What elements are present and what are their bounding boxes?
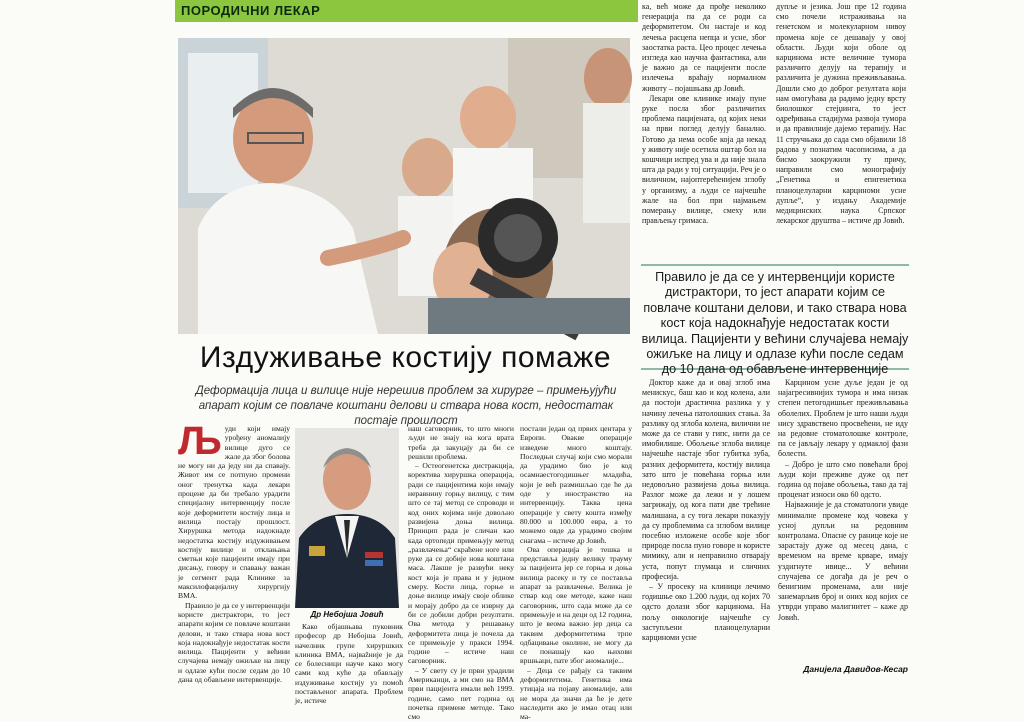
paragraph: – Добро је што смо повећали број људи који преживе дуже од пет година од појаве обољења, тако да тај проценат износи око 60 одсто. <box>778 459 908 500</box>
paragraph: – Остеогенетска дистракција, коректива хируршка операција, ради се пацијентима који имају неравнину горњу вилицу, с тим што се тај метод се спроводи и код оних којима није довољно развијена доња вилица. Принцип рада је сличан као када ортопеди примењују метод „развлачења“ скраћене ноге или руке да се добије нова коштана маса. Лакше је развући неку кост која је права и у једном смеру. Кости лица, горње и доње вилице имају своје облике и морају добро да се изврну да би се добили добри резултати. Ова метода у решавању деформитета лица је почела да се примењује у пракси 1994. године – истиче наш саговорник. <box>408 461 514 666</box>
article-column-7 <box>642 378 770 678</box>
article-headline: Издуживање костију помаже <box>199 341 612 374</box>
article-column-4 <box>520 424 632 722</box>
paragraph: Ова операција је тешка и представља једну велику трауму за пацијента јер се горња и доња вилица расеку и ту се поставља апарат за развлачење. Велика је ствар код ове методе, каже наш саговорник, што сада може да се примењује и на деци од 12 година, што је веома важно јер деца са таквим деформитетима трпе одбацивање околине, не могу да се понашају као њихови вршњаци, пате због аномалије... <box>520 544 632 666</box>
article-lede: Деформација лица и вилице није нерешив проблем за хирурге – примењујући апарат којим се повлаче коштани делови и ствара нова кост, недостатак постаје прошлост <box>195 385 617 427</box>
paragraph: Правило је да се у интервенцији користе дистрактори, то јест апарати којим се повлаче коштани делови, и тако ствара нова кост која надокнађује недостатак кости вилица. Пацијенти у већини случајева немају ожиљке на лицу и одлазе кући после седам до 10 дана од обављене интервенције. <box>178 600 290 685</box>
paragraph: наш саговорник, то што многи људи не знају на кога врата треба да закуцају да би се решили проблема. <box>408 424 514 461</box>
paragraph: – У просеку на клиници лечимо годишње око 1.200 људи, од којих 70 одсто долази због карцинома. На пољу онкологије најчешће су заступљени планоцелуларни карциноми усне <box>642 582 770 643</box>
portrait-illustration <box>295 428 399 608</box>
main-photo <box>178 38 630 334</box>
paragraph: Како објашњава пуковник професор др Небојша Јовић, начелник групе хируршких клиника ВМА, највažније је да се болесници науче како могу сами код куће да обављају издуживање костију уз помоћ постављеног апарата. Проблем је, истиче <box>295 622 403 706</box>
pull-quote: Правило је да се у интервенцији користе дистрактори, то јест апарати којим се повлаче коштани делови, и тако ствара нова кост која надокнађује недостатак кости вилица. Пацијенти у већини случајева немају ожиљке на лицу и одлазе кући после седам до 10 дана од обављене интервенције <box>641 264 909 370</box>
article-column-2 <box>295 622 403 706</box>
paragraph: Карцином усне дуље један је од најагресивнијих тумора и има низак степен петогодишњег преживљавања оболелих. Проблем је што наши људи нису здравствено просвећени, не иду на редовне стоматолошке контроле, па се јављају лекару у одмаклој фази болести. <box>778 378 908 459</box>
article-byline: Данијела Давидов-Кесар <box>803 664 908 674</box>
paragraph: Доктор каже да и овај зглоб има менискус, баш као и код колена, али да постоји драстична разлика у у начину лечења патолошких стања. За разлику од зглоба колена, вилични не може да се стави у гипс, нити да се имобилише. Обољење зглоба вилице најчешће настаје због губитка зуба, разних деформитета, костију вилица зато што је повећана горња или недовољно развијена доња вилица. Разлог може да лежи и у лошем загрижају, од кога пати две трећине малишана, а су тога лекари показују да су проблемима са зглобом вилице посебно изложене особе које због природе посла пуно говоре и користе мимику, али и неправилно отварају уста, попут глумаца и сличних професија. <box>642 378 770 581</box>
section-header: ПОРОДИЧНИ ЛЕКАР <box>175 0 638 22</box>
article-column-5 <box>642 2 766 252</box>
portrait-photo <box>295 428 399 608</box>
portrait-caption: Др Небојша Јовић <box>310 610 384 619</box>
paragraph: уди који имају урођену аномалију вилице дуго се жале да због болова не могу ни да једу ни да спавају. Живот им се потпуно промени оног тренутка када лекари процене да би требало урадити специјалну интервенцију после које деформитети костију лица и вилица постају прошлост. Хируршка метода надокнаде недостатка костију издуживањем костију вилице и отклањања сметњи које пацијенти имају при дисању, говору и спавању важан је сегмент рада Клинике за максилофацијалну хирургију ВМА. <box>178 424 290 601</box>
paragraph: – Деца се рађају са таквим деформитетима. Генетика има утицаја на појаву аномалије, али не мора да значи да ће је дете наследити ако је имао отац или ма- <box>520 665 632 722</box>
paragraph: дупље и језика. Још пре 12 година смо почели истраживања на генетском и молекуларном нивоу промена које се дешавају у овој области. Људи који оболе од карцинома исте величине тумора различито делују на терапију и различита је дужина преживљавања. Дошли смо до доброг резултата који нам омогућава да радимо једну врсту биолошког стејџинга, то јест одређивања стадијума развоја тумора и да правилније дајемо терапију. Нас 11 стручњака до сада смо објавили 18 радова у познатим часописима, а да бисмо заокружили ту причу, направили смо монографију „Генетика и епигенетика планоцелуларни карциноми усне дупље“, у издању Академије медицинских наука Српског лекарског друштва – истиче др Јовић. <box>776 2 906 226</box>
article-column-1 <box>178 419 290 685</box>
article-column-8 <box>778 378 908 664</box>
paragraph: ка, већ може да прође неколико генерација па да се роди са деформитетом. Он настаје и код лечења расцепа непца и усне, због заостатка раста. Цео процес лечења изгледа као научна фантастика, али је важно да се пацијенти после излечења враћају нормалном животу – појашњава др Јовић. <box>642 2 766 93</box>
paragraph: – У свету су је први урадили Американци, а ми смо на ВМА први пацијента имали већ 1999. године, само пет година од почетка примене методе. Тако смо <box>408 665 514 722</box>
doctors-examining-patient-illustration <box>178 38 630 334</box>
drop-cap: Љ <box>178 419 222 463</box>
paragraph: постали један од првих центара у Европи. Овакве операције изведене много коштају. Последњи случај који смо морали да урадимо био је код осамнаестогодишњег младића, који је већ размишљао где ће да оде у иностранство на интервенцију. Таква цена операције у свету кошта између 80.000 и 100.000 евра, а то можемо овде да урадимо својим снагама – истиче др Јовић. <box>520 424 632 545</box>
paragraph: Најважније је да стоматологи увиде минималне промене код човека у усној дупљи на редовним контролама. Опасне су ранице које не зарастају дуже од месец дана, с временом на време крваре, имају уздигнуте ивице... У већини случајева се догађа да је реч о бенигним променама, али није занемарљив број и оних код којих се утврди управо малигнитет – каже др Јовић. <box>778 500 908 622</box>
article-column-6 <box>776 2 906 252</box>
paragraph: Лекари ове клинике имају пуне руке посла због различитих проблема пацијената, од којих неки на први поглед делују банално. Готово да нема особе која да некад у животу није осетила оштар бол на кошчици испред ува и да није знала шта да ради у тој ситуацији. Реч је о виличном, најоптерећенијем зглобу у организму, а људи се најчешће жале на бол при најмањем померању вилице, смеху или прављењу гримаса. <box>642 93 766 226</box>
article-column-3 <box>408 424 514 722</box>
